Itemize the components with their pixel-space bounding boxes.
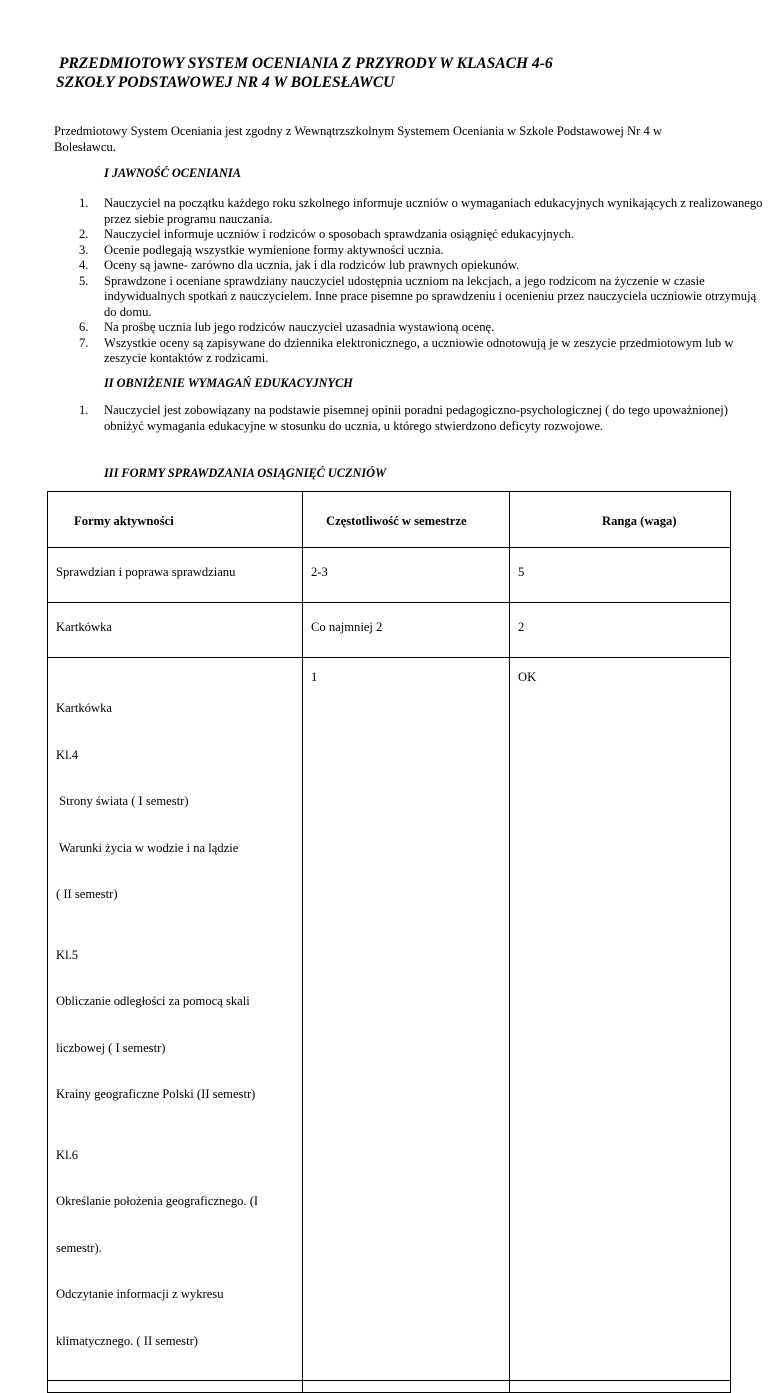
table-row xyxy=(48,658,731,1381)
list-item-number: 6. xyxy=(79,320,89,334)
class-4-label: Kl.4 xyxy=(56,747,79,762)
header-forms: Formy aktywności xyxy=(48,492,303,548)
header-frequency: Częstotliwość w semestrze xyxy=(303,492,510,548)
table-cell: OK xyxy=(510,658,731,1381)
list-item-number: 4. xyxy=(79,258,89,272)
section-1-heading: I JAWNOŚĆ OCENIANIA xyxy=(104,166,241,180)
list-item xyxy=(54,336,768,367)
table-cell xyxy=(48,1381,303,1393)
class-5-topic-2: Krainy geograficzne Polski (II semestr) xyxy=(56,1087,256,1101)
list-item xyxy=(54,196,768,227)
list-item xyxy=(54,243,768,259)
list-item-number: 3. xyxy=(79,242,89,257)
table-cell: 5 xyxy=(510,548,731,603)
table-cell: Co najmniej 2 xyxy=(303,603,510,658)
section-2-heading: II OBNIŻENIE WYMAGAŃ EDUKACYJNYCH xyxy=(104,376,353,390)
list-item-text: Wszystkie oceny są zapisywane do dziennika elektronicznego, a uczniowie odnotowują je w zeszycie przedmiotowym lub w zeszycie kontaktów z rodzicami. xyxy=(104,335,734,365)
title-line-2: SZKOŁY PODSTAWOWEJ NR 4 W BOLESŁAWCU xyxy=(56,74,395,91)
title-line-1: PRZEDMIOTOWY SYSTEM OCENIANIA Z PRZYRODY W KLASACH 4-6 xyxy=(59,55,553,72)
list-item-text: Nauczyciel na początku każdego roku szkolnego informuje uczniów o wymaganiach edukacyjnych wynikających z realizowanego przez siebie programu nauczania. xyxy=(104,196,763,226)
assessment-forms-table xyxy=(47,491,731,1393)
list-item-text: Ocenie podlegają wszystkie wymienione formy aktywności ucznia. xyxy=(104,242,444,257)
list-item-number: 1. xyxy=(79,196,89,210)
kartkowka-label: Kartkówka xyxy=(56,701,112,715)
list-item-text: Na prośbę ucznia lub jego rodziców nauczyciel uzasadnia wystawioną ocenę. xyxy=(104,320,495,334)
list-item xyxy=(54,227,768,243)
list-item xyxy=(54,258,768,274)
header-rank: Ranga (waga) xyxy=(510,492,731,548)
table-cell: Sprawdzian i poprawa sprawdzianu xyxy=(48,548,303,603)
class-5-label: Kl.5 xyxy=(56,947,79,962)
list-item-number: 7. xyxy=(79,335,89,350)
list-item-number: 1. xyxy=(79,403,89,417)
class-5-topic-1a: Obliczanie odległości za pomocą skali xyxy=(56,994,250,1008)
class-4-topic-1: Strony świata ( I semestr) xyxy=(56,794,189,808)
table-cell: 2 xyxy=(510,603,731,658)
list-item xyxy=(54,403,768,434)
table-cell xyxy=(48,658,303,1381)
table-cell xyxy=(510,1381,731,1393)
section-1-list xyxy=(54,196,768,367)
table-cell: 2-3 xyxy=(303,548,510,603)
list-item xyxy=(54,320,768,336)
table-row xyxy=(48,1381,731,1393)
section-3-heading: III FORMY SPRAWDZANIA OSIĄGNIĘĆ UCZNIÓW xyxy=(104,466,386,480)
table-row xyxy=(48,603,731,658)
list-item-number: 5. xyxy=(79,273,89,288)
class-4-topic-2: Warunki życia w wodzie i na lądzie xyxy=(56,840,239,855)
list-item-text: Nauczyciel jest zobowiązany na podstawie pisemnej opinii poradni pedagogiczno-psychologicznej ( do tego upoważnionej) obniżyć wymagania edukacyjne w stosunku do ucznia, u którego stwierdzono deficyty rozwojowe. xyxy=(104,403,728,433)
section-2-list xyxy=(54,403,768,434)
table-cell: 1 xyxy=(303,658,510,1381)
class-5-topic-1b: liczbowej ( I semestr) xyxy=(56,1040,166,1055)
list-item-text: Oceny są jawne- zarówno dla ucznia, jak i dla rodziców lub prawnych opiekunów. xyxy=(104,258,520,272)
class-6-topic-2a: Odczytanie informacji z wykresu xyxy=(56,1287,224,1301)
list-item-number: 2. xyxy=(79,227,89,241)
class-6-topic-1a: Określanie położenia geograficznego. (I xyxy=(56,1194,259,1208)
class-6-label: Kl.6 xyxy=(56,1147,79,1162)
class-6-topic-1b: semestr). xyxy=(56,1240,102,1255)
class-4-topic-2-semester: ( II semestr) xyxy=(56,887,118,901)
intro-paragraph: Przedmiotowy System Oceniania jest zgodny z Wewnątrzszkolnym Systemem Oceniania w Szkole Podstawowej Nr 4 w Bolesławcu. xyxy=(54,124,663,154)
list-item xyxy=(54,274,768,321)
document-title xyxy=(56,54,736,92)
table-cell: Kartkówka xyxy=(48,603,303,658)
table-row xyxy=(48,548,731,603)
table-header-row xyxy=(48,492,731,548)
list-item-text: Nauczyciel informuje uczniów i rodziców o sposobach sprawdzania osiągnięć edukacyjnych. xyxy=(104,227,574,241)
list-item-text: Sprawdzone i oceniane sprawdziany nauczyciel udostępnia uczniom na lekcjach, a jego rodzicom na życzenie w czasie indywidualnych spotkań z nauczycielem. Inne prace pisemne po sprawdzeniu i ocenieniu przez nauczyciela uczniowie otrzymują do domu. xyxy=(104,273,757,319)
class-6-topic-2b: klimatycznego. ( II semestr) xyxy=(56,1333,198,1348)
table-cell xyxy=(303,1381,510,1393)
